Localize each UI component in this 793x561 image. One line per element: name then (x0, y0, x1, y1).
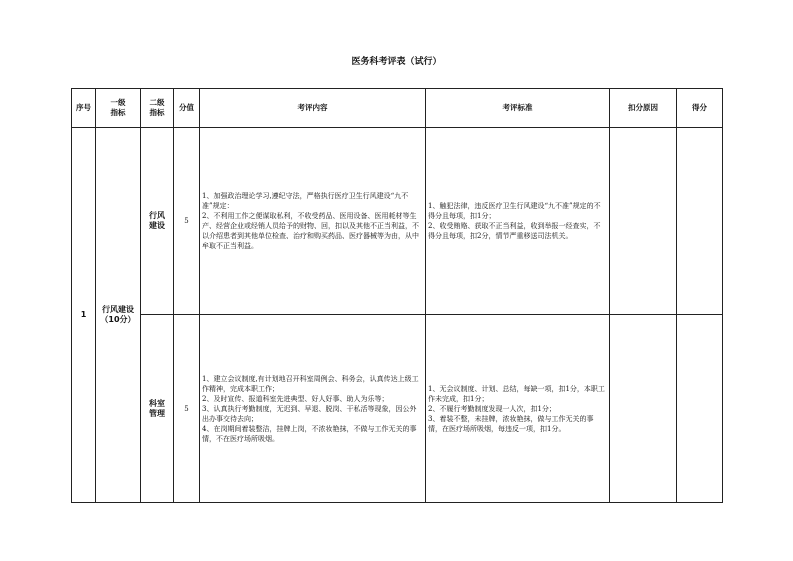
level2-indicator: 科室 管理 (141, 315, 174, 503)
level1-indicator: 行风建设 （10分） (96, 128, 141, 503)
header-score: 分值 (174, 89, 200, 128)
header-standard: 考评标准 (426, 89, 610, 128)
page-title: 医务科考评表（试行） (351, 57, 442, 67)
reason-cell[interactable] (610, 315, 677, 503)
header-level2: 二级 指标 (141, 89, 174, 128)
points-cell[interactable] (677, 128, 723, 315)
header-content: 考评内容 (200, 89, 426, 128)
header-points: 得分 (677, 89, 723, 128)
content-cell: 1、建立会议制度,有计划地召开科室周例会、科务会，认真传达上级工作精神，完成本职工作； 2、及时宣传、报道科室先进典型、好人好事、助人为乐等； 3、认真执行考勤制度，无迟到、早退、脱岗、干私活等现象，因公外出办事交待去向； 4、在岗期间着装整洁，挂牌上岗，不浓妆艳抹，不做与工作无关的事情，不在医疗场所吸烟。 (200, 315, 426, 503)
standard-cell: 1、无会议制度、计划、总结，每缺一项，扣1分，本职工作未完成，扣1分； 2、不履行考勤制度发现一人次，扣1分； 3、着装不整，未挂牌，浓妆艳抹，做与工作无关的事情，在医疗场所吸烟，每违反一项，扣1分。 (426, 315, 610, 503)
table-row (72, 128, 723, 315)
header-reason: 扣分原因 (610, 89, 677, 128)
header-row (72, 89, 723, 128)
row-number: 1 (72, 128, 96, 503)
table-row (72, 315, 723, 503)
level2-indicator: 行风 建设 (141, 128, 174, 315)
reason-cell[interactable] (610, 128, 677, 315)
header-no: 序号 (72, 89, 96, 128)
points-cell[interactable] (677, 315, 723, 503)
score-value: 5 (174, 315, 200, 503)
standard-cell: 1、触犯法律，违反医疗卫生行风建设“九不准”规定的不得分且每项，扣1分； 2、收受贿赂、获取不正当利益，收到举报一经查实，不得分且每项，扣2分，情节严重移送司法机关。 (426, 128, 610, 315)
evaluation-table (71, 88, 723, 503)
header-level1: 一级 指标 (96, 89, 141, 128)
score-value: 5 (174, 128, 200, 315)
content-cell: 1、加强政治理论学习,遵纪守法，严格执行医疗卫生行风建设“九不准”规定： 2、不利用工作之便谋取私利，不收受药品、医用设备、医用耗材等生产、经营企业或经销人员给予的财物、回，扣以及其他不正当利益，不以介绍患者到其他单位检查、治疗和购买药品、医疗器械等为由，从中牟取不正当利益。 (200, 128, 426, 315)
